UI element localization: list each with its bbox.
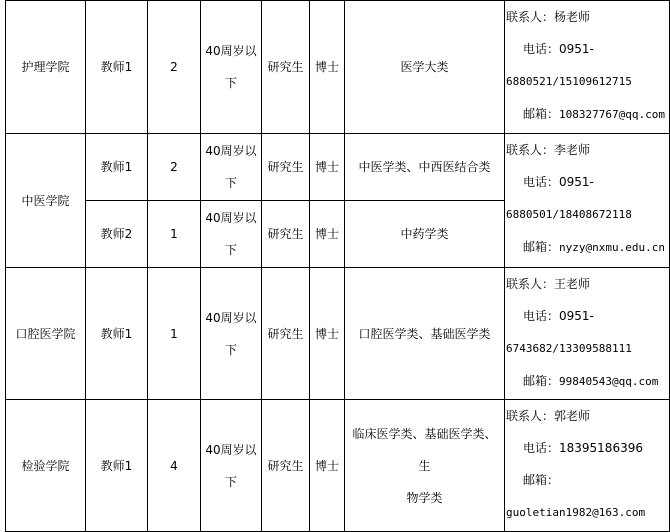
degree-cell: 博士 <box>310 268 345 400</box>
age-line-1: 40周岁以 <box>205 442 257 457</box>
count-cell: 1 <box>148 268 201 400</box>
count-cell: 2 <box>148 134 201 201</box>
age-line-2: 下 <box>224 176 237 190</box>
contact-cell <box>505 134 670 268</box>
age-cell <box>201 201 262 268</box>
degree-cell: 博士 <box>310 201 345 268</box>
age-line-1: 40周岁以 <box>205 44 257 58</box>
college-cell: 中医学院 <box>6 134 86 268</box>
contact-cell <box>505 1 670 134</box>
post-cell: 教师1 <box>86 400 148 532</box>
age-line-1: 40周岁以 <box>205 211 257 225</box>
major-cell <box>345 400 505 532</box>
table-row <box>6 268 670 400</box>
age-line-2: 下 <box>224 243 237 257</box>
table-row <box>6 134 670 201</box>
recruitment-table <box>5 0 670 532</box>
contact-person: 联系人：王老师 <box>506 277 591 291</box>
contact-phone-label: 电话：0951- <box>523 175 594 189</box>
contact-phone-label: 电话：0951- <box>523 42 594 56</box>
contact-person: 联系人：李老师 <box>506 143 591 157</box>
education-cell: 研究生 <box>262 1 310 134</box>
major-cell: 口腔医学类、基础医学类 <box>345 268 505 400</box>
age-line-2: 下 <box>224 474 237 489</box>
post-cell: 教师1 <box>86 1 148 134</box>
contact-phone-label: 电话：0951- <box>523 309 594 323</box>
contact-phone-numbers: 6880501/18408672118 <box>506 208 632 221</box>
contact-phone-label: 电话：18395186396 <box>523 441 643 455</box>
contact-cell <box>505 400 670 532</box>
count-cell: 1 <box>148 201 201 268</box>
contact-email-line <box>506 231 669 264</box>
degree-cell: 博士 <box>310 1 345 134</box>
contact-email-label: 邮箱： <box>523 374 560 388</box>
age-cell <box>201 268 262 400</box>
table-row <box>6 1 670 134</box>
education-cell: 研究生 <box>262 201 310 268</box>
post-cell: 教师1 <box>86 268 148 400</box>
post-cell: 教师2 <box>86 201 148 268</box>
age-cell <box>201 1 262 134</box>
major-cell: 医学大类 <box>345 1 505 134</box>
major-line-2: 物学类 <box>406 490 443 505</box>
count-cell: 4 <box>148 400 201 532</box>
college-cell: 护理学院 <box>6 1 86 134</box>
education-cell: 研究生 <box>262 134 310 201</box>
age-line-2: 下 <box>224 342 237 357</box>
contact-email-label: 邮箱： <box>523 107 560 121</box>
contact-email-line <box>506 365 669 398</box>
count-cell: 2 <box>148 1 201 134</box>
degree-cell: 博士 <box>310 400 345 532</box>
contact-phone-numbers: 6880521/15109612715 <box>506 75 632 88</box>
contact-email-label: 邮箱： <box>523 240 560 254</box>
post-cell: 教师1 <box>86 134 148 201</box>
contact-email: nyzy@nxmu.edu.cn <box>559 241 665 254</box>
degree-cell: 博士 <box>310 134 345 201</box>
contact-person: 联系人：郭老师 <box>506 409 591 423</box>
table-row <box>6 400 670 532</box>
college-cell: 检验学院 <box>6 400 86 532</box>
contact-email: 108327767@qq.com <box>559 108 665 121</box>
major-cell: 中医学类、中西医结合类 <box>345 134 505 201</box>
contact-email: 99840543@qq.com <box>559 375 659 388</box>
age-cell <box>201 134 262 201</box>
contact-email: guoletian1982@163.com <box>506 506 646 519</box>
age-line-2: 下 <box>224 76 237 90</box>
contact-email-label: 邮箱： <box>523 473 560 487</box>
major-line-1: 临床医学类、基础医学类、生 <box>352 426 497 473</box>
college-cell: 口腔医学院 <box>6 268 86 400</box>
major-cell: 中药学类 <box>345 201 505 268</box>
education-cell: 研究生 <box>262 400 310 532</box>
age-line-1: 40周岁以 <box>205 144 257 158</box>
contact-phone-numbers: 6743682/13309588111 <box>506 342 632 355</box>
contact-cell <box>505 268 670 400</box>
contact-email-line <box>506 98 669 131</box>
age-line-1: 40周岁以 <box>205 310 257 325</box>
age-cell <box>201 400 262 532</box>
contact-person: 联系人：杨老师 <box>506 10 591 24</box>
education-cell: 研究生 <box>262 268 310 400</box>
